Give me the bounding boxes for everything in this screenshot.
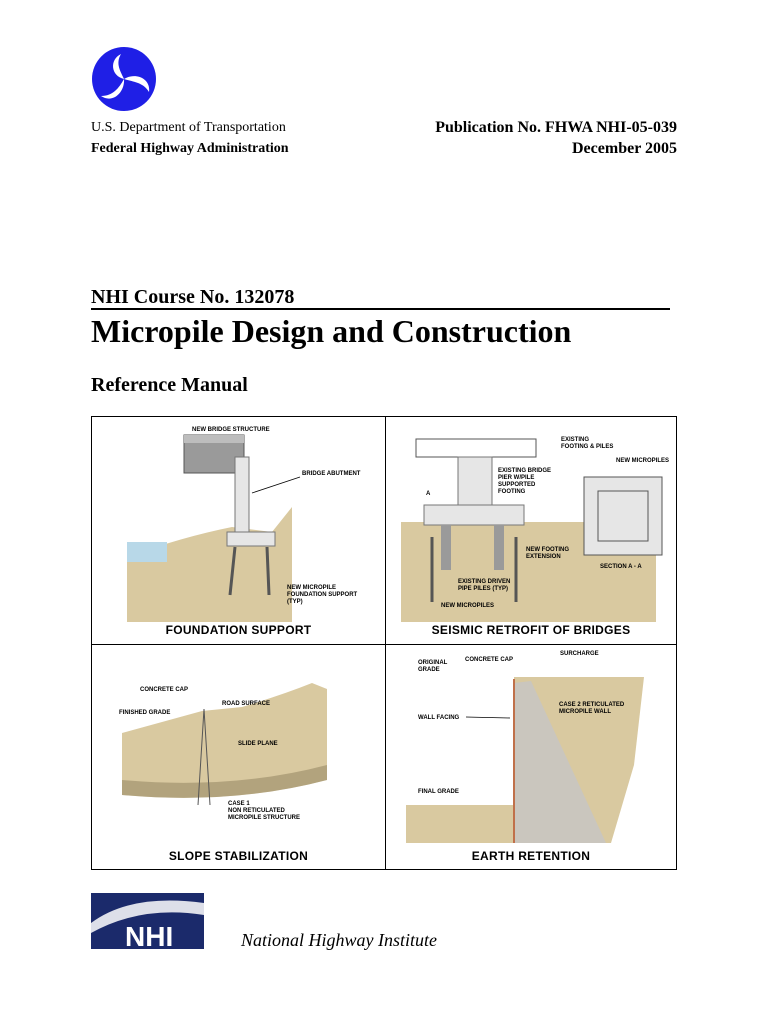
label-extension-2: EXTENSION xyxy=(526,554,561,560)
label-finished-grade: FINISHED GRADE xyxy=(119,710,171,716)
page-subtitle: Reference Manual xyxy=(91,374,248,396)
page-title: Micropile Design and Construction xyxy=(91,313,572,349)
nhi-logo-text: NHI xyxy=(125,921,174,949)
figure-seismic-retrofit xyxy=(386,417,676,644)
course-number: NHI Course No. 132078 xyxy=(91,286,295,308)
label-section-aa: SECTION A - A xyxy=(600,564,642,570)
label-new-micropiles-2: NEW MICROPILES xyxy=(441,603,495,609)
label-driven-2: PIPE PILES (TYP) xyxy=(458,586,509,592)
label-abutment: BRIDGE ABUTMENT xyxy=(302,471,361,477)
label-support-2: FOUNDATION SUPPORT xyxy=(287,592,358,598)
label-case1-1: CASE 1 xyxy=(228,801,250,807)
label-original-1: ORIGINAL xyxy=(418,660,448,666)
seismic-illustration xyxy=(386,417,676,622)
label-wall-facing: WALL FACING xyxy=(418,715,460,721)
label-pier-2: PIER W/PILE xyxy=(498,475,535,481)
label-case2-2: MICROPILE WALL xyxy=(559,709,611,715)
label-existing-2: FOOTING & PILES xyxy=(561,444,614,450)
label-concrete-cap-2: CONCRETE CAP xyxy=(465,657,514,663)
caption-slope-stabilization: SLOPE STABILIZATION xyxy=(168,849,309,863)
dept-name: U.S. Department of Transportation xyxy=(91,120,286,135)
label-pier-4: FOOTING xyxy=(498,489,526,495)
label-extension-1: NEW FOOTING xyxy=(526,547,569,553)
caption-foundation-support: FOUNDATION SUPPORT xyxy=(165,623,312,637)
dot-logo xyxy=(91,46,157,112)
label-slide-plane: SLIDE PLANE xyxy=(238,741,278,747)
publication-date: December 2005 xyxy=(572,140,677,157)
nhi-logo xyxy=(91,893,204,949)
caption-seismic-retrofit: SEISMIC RETROFIT OF BRIDGES xyxy=(431,623,631,637)
label-road-surface: ROAD SURFACE xyxy=(222,701,271,707)
label-original-2: GRADE xyxy=(418,667,440,673)
label-surcharge: SURCHARGE xyxy=(560,651,599,657)
label-existing-1: EXISTING xyxy=(561,437,590,443)
label-final-grade: FINAL GRADE xyxy=(418,789,459,795)
figure-earth-retention xyxy=(386,645,676,869)
label-pier-1: EXISTING BRIDGE xyxy=(498,468,552,474)
label-support-3: (TYP) xyxy=(287,599,303,605)
label-pier-3: SUPPORTED xyxy=(498,482,536,488)
figure-foundation-support xyxy=(92,417,385,644)
label-case1-2: NON RETICULATED xyxy=(228,808,285,814)
label-new-bridge: NEW BRIDGE STRUCTURE xyxy=(192,427,270,433)
label-new-micropiles: NEW MICROPILES xyxy=(616,458,670,464)
slope-illustration xyxy=(92,645,385,849)
title-rule xyxy=(91,308,670,310)
label-section-a: A xyxy=(426,491,431,497)
label-support-1: NEW MICROPILE xyxy=(287,585,336,591)
publication-number: Publication No. FHWA NHI-05-039 xyxy=(435,119,677,136)
earth-illustration xyxy=(386,645,676,849)
label-concrete-cap: CONCRETE CAP xyxy=(140,687,189,693)
label-case1-3: MICROPILE STRUCTURE xyxy=(228,815,300,821)
foundation-illustration xyxy=(92,417,385,622)
agency-name: Federal Highway Administration xyxy=(91,141,289,156)
institute-name: National Highway Institute xyxy=(241,930,437,950)
label-driven-1: EXISTING DRIVEN xyxy=(458,579,511,585)
figure-slope-stabilization xyxy=(92,645,385,869)
label-case2-1: CASE 2 RETICULATED xyxy=(559,702,625,708)
caption-earth-retention: EARTH RETENTION xyxy=(471,849,591,863)
